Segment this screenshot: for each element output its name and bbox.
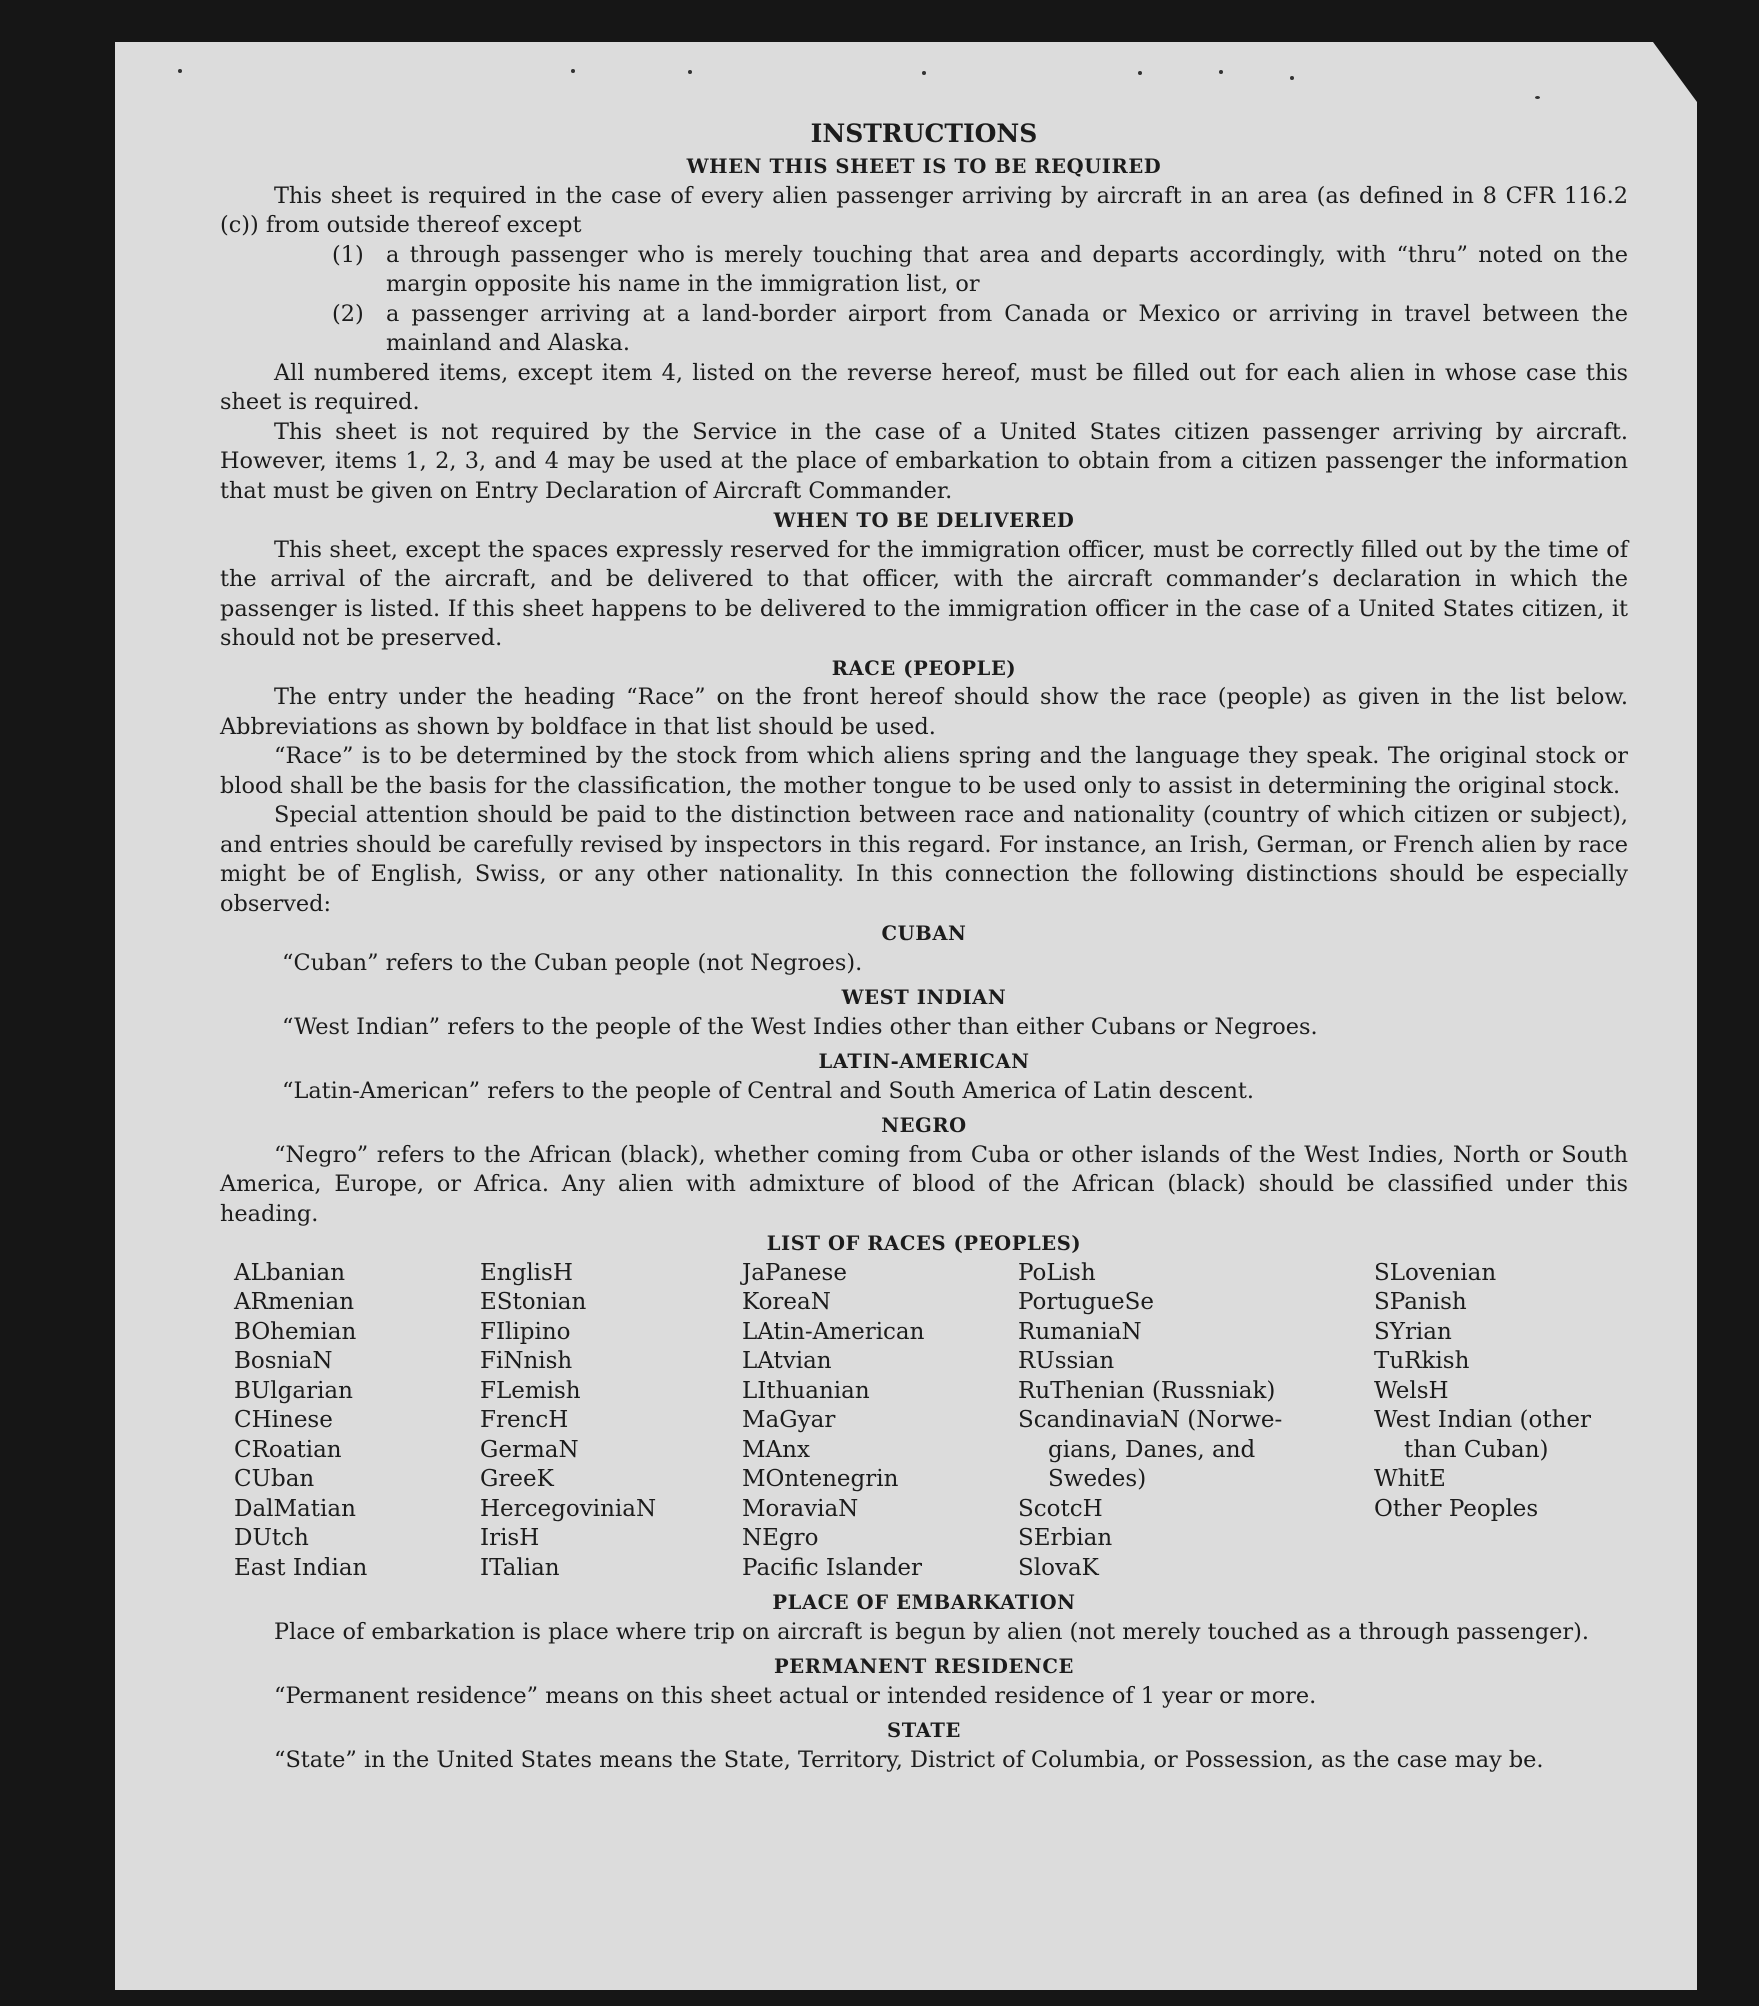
race-entry: NEgro (742, 1525, 819, 1551)
heading-state: STATE (887, 1719, 961, 1742)
race-entry: FIlipino (480, 1318, 571, 1345)
race-entry: SYrian (1374, 1318, 1452, 1345)
race-entry: MaGyar (742, 1407, 836, 1433)
race-entry: BUlgarian (234, 1377, 353, 1404)
heading-list-of-races: LIST OF RACES (PEOPLES) (766, 1232, 1082, 1255)
required-para-3: This sheet is not required by the Service in the case of a United States citizen passenger arriving by aircraft. However, items 1, 2, 3, and 4 may be used at the place of embarkation to obtain from a citizen passenger the information that must be given on Entry Declaration of Aircraft Commander. (220, 418, 1628, 504)
cuban-para: “Cuban” refers to the Cuban people (not Negroes). (282, 949, 863, 976)
races-column (742, 1259, 1018, 1584)
heading-latin-american: LATIN-AMERICAN (818, 1050, 1030, 1073)
required-intro: This sheet is required in the case of every alien passenger arriving by aircraft in an area (as defined in 8 CFR 116.2 (c)) from outside thereof except (220, 182, 1628, 238)
heading-residence: PERMANENT RESIDENCE (774, 1655, 1074, 1678)
race-entry: West Indian (other (1374, 1407, 1592, 1433)
race-entry-continuation: Swedes) (1048, 1466, 1147, 1492)
race-entry: BosniaN (234, 1348, 333, 1374)
race-entry: EStonian (480, 1289, 587, 1315)
required-item-1 (220, 241, 1628, 300)
race-entry: FLemish (480, 1377, 581, 1404)
race-entry: WelsH (1374, 1377, 1449, 1404)
race-entry-continuation: than Cuban) (1404, 1436, 1549, 1463)
latin-american-para: “Latin-American” refers to the people of Central and South America of Latin descent. (282, 1077, 1255, 1104)
race-entry: WhitE (1374, 1466, 1446, 1492)
race-para-2: “Race” is to be determined by the stock from which aliens spring and the language they speak. The original stock or blood shall be the basis for the classification, the mother tongue to be used only to assist in determining the original stock. (220, 743, 1628, 799)
heading-cuban: CUBAN (881, 922, 967, 945)
heading-delivered: WHEN TO BE DELIVERED (773, 509, 1075, 532)
race-entry: IrisH (480, 1525, 540, 1551)
race-entry: LAtvian (742, 1348, 832, 1374)
race-entry: ARmenian (234, 1289, 355, 1315)
item-number: (2) (332, 300, 364, 327)
race-entry: MOntenegrin (742, 1466, 899, 1492)
race-entry: DUtch (234, 1525, 309, 1551)
race-entry: MAnx (742, 1436, 810, 1463)
heading-negro: NEGRO (881, 1114, 967, 1137)
item-text: a through passenger who is merely touching that area and departs accordingly, with “thru” noted on the margin opposite his name in the immigration list, or (386, 241, 1628, 297)
race-entry: Pacific Islander (742, 1554, 923, 1581)
race-entry-continuation: gians, Danes, and (1048, 1436, 1256, 1463)
races-column (480, 1259, 742, 1584)
race-entry: SErbian (1018, 1525, 1113, 1551)
delivered-para: This sheet, except the spaces expressly reserved for the immigration officer, must be correctly filled out by the time of the arrival of the aircraft, and be delivered to that officer, with the aircraft commander’s declaration in which the passenger is listed. If this sheet happens to be delivered to the immigration officer in the case of a United States citizen, it should not be preserved. (220, 536, 1628, 651)
race-entry: PortugueSe (1018, 1289, 1154, 1315)
race-entry: PoLish (1018, 1259, 1096, 1286)
race-entry: KoreaN (742, 1289, 831, 1315)
race-entry: JaPanese (742, 1259, 847, 1286)
race-entry: EnglisH (480, 1259, 573, 1286)
race-entry: FrencH (480, 1407, 569, 1433)
race-para-1: The entry under the heading “Race” on the front hereof should show the race (people) as given in the list below. Abbreviations as shown by boldface in that list should be used. (220, 684, 1628, 740)
race-entry: ScandinaviaN (Norwe- (1018, 1407, 1283, 1433)
race-entry: RUssian (1018, 1348, 1115, 1374)
heading-required: WHEN THIS SHEET IS TO BE REQUIRED (686, 155, 1162, 178)
race-entry: CHinese (234, 1407, 333, 1433)
heading-west-indian: WEST INDIAN (841, 986, 1007, 1009)
embarkation-para: Place of embarkation is place where trip on aircraft is begun by alien (not merely touched as a through passenger). (274, 1618, 1589, 1645)
instructions-content (220, 116, 1628, 1775)
races-list (234, 1259, 1628, 1584)
required-para-2: All numbered items, except item 4, listed on the reverse hereof, must be filled out for each alien in whose case this sheet is required. (220, 359, 1628, 415)
heading-race: RACE (PEOPLE) (831, 656, 1017, 680)
race-entry: CUban (234, 1466, 315, 1492)
race-entry: ScotcH (1018, 1495, 1103, 1522)
race-entry: SLovenian (1374, 1259, 1497, 1286)
race-entry: RuThenian (Russniak) (1018, 1377, 1276, 1404)
heading-embarkation: PLACE OF EMBARKATION (772, 1591, 1076, 1614)
race-entry: ALbanian (234, 1259, 346, 1286)
race-entry: TuRkish (1374, 1348, 1470, 1374)
race-entry: SPanish (1374, 1289, 1467, 1315)
races-column (1374, 1259, 1630, 1584)
required-item-2 (220, 300, 1628, 359)
race-entry: GermaN (480, 1436, 579, 1463)
state-para: “State” in the United States means the State, Territory, District of Columbia, or Possession, as the case may be. (274, 1746, 1544, 1773)
race-entry: ITalian (480, 1554, 560, 1581)
race-entry: GreeK (480, 1466, 554, 1492)
race-entry: Other Peoples (1374, 1495, 1539, 1522)
race-entry: LAtin-American (742, 1318, 925, 1345)
page-title: INSTRUCTIONS (810, 119, 1038, 148)
race-entry: DalMatian (234, 1495, 356, 1522)
race-entry: CRoatian (234, 1436, 342, 1463)
negro-para: “Negro” refers to the African (black), whether coming from Cuba or other islands of the West Indies, North or South America, Europe, or Africa. Any alien with admixture of blood of the African (black) should be classified under this heading. (220, 1141, 1628, 1227)
race-entry: LIthuanian (742, 1377, 870, 1404)
item-number: (1) (332, 241, 364, 268)
race-entry: HercegoviniaN (480, 1495, 657, 1522)
race-entry: BOhemian (234, 1318, 357, 1345)
race-entry: East Indian (234, 1554, 368, 1581)
item-text: a passenger arriving at a land-border airport from Canada or Mexico or arriving in travel between the mainland and Alaska. (386, 300, 1628, 356)
race-entry: SlovaK (1018, 1554, 1099, 1581)
race-para-3: Special attention should be paid to the distinction between race and nationality (country of which citizen or subject), and entries should be carefully revised by inspectors in this regard. For instance, an Irish, German, or French alien by race might be of English, Swiss, or any other nationality. In this connection the following distinctions should be especially observed: (220, 802, 1628, 917)
races-column (1018, 1259, 1374, 1584)
west-indian-para: “West Indian” refers to the people of the West Indies other than either Cubans or Negroes. (282, 1013, 1318, 1040)
race-entry: MoraviaN (742, 1495, 859, 1522)
race-entry: RumaniaN (1018, 1318, 1142, 1345)
races-column (234, 1259, 480, 1584)
race-entry: FiNnish (480, 1348, 573, 1374)
residence-para: “Permanent residence” means on this sheet actual or intended residence of 1 year or more. (274, 1682, 1317, 1709)
